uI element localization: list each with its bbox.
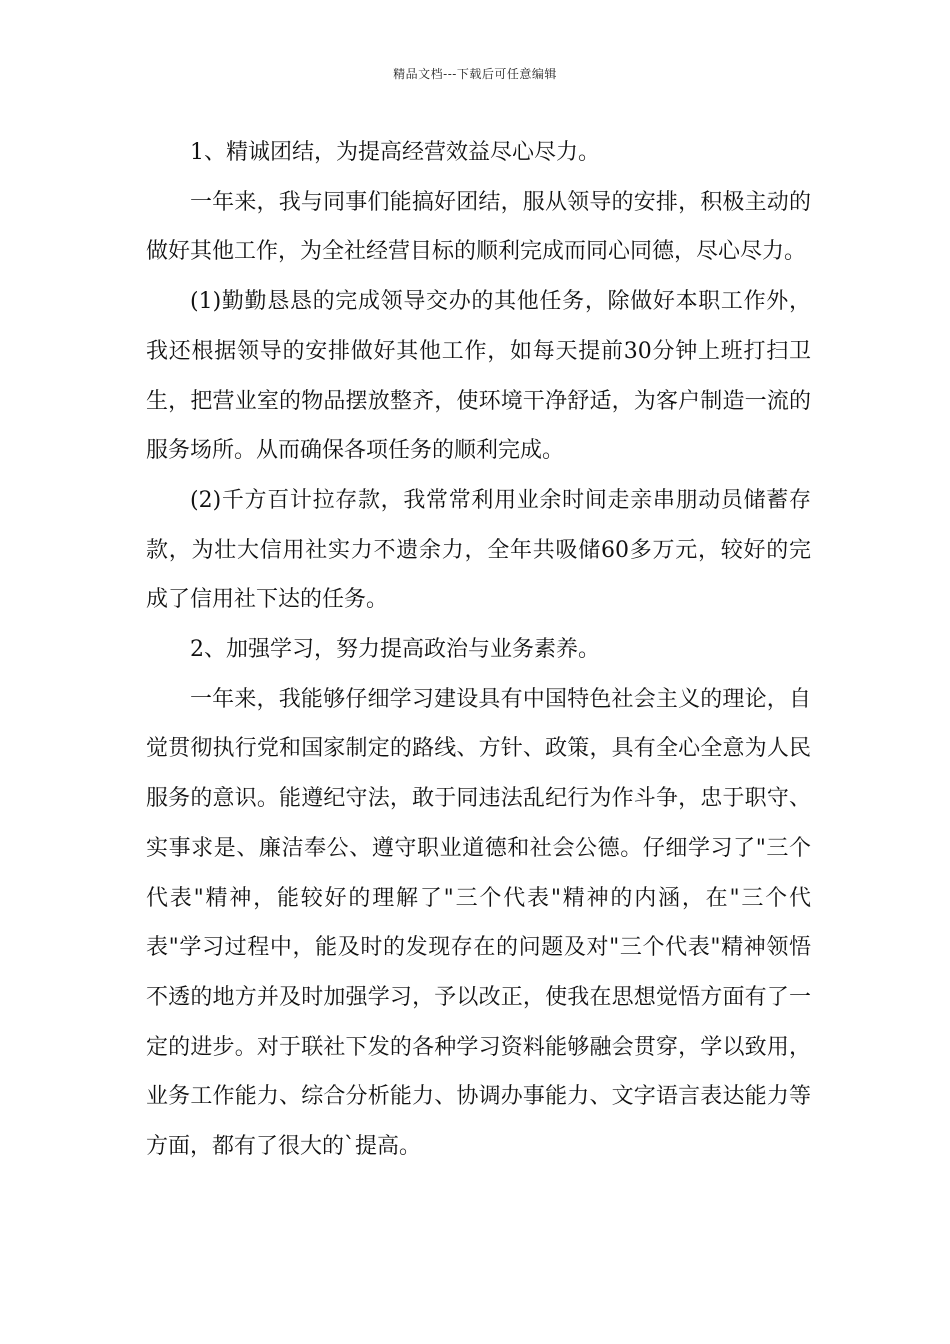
- paragraph: (2)千方百计拉存款，我常常利用业余时间走亲串朋动员储蓄存款，为壮大信用社实力不遗余力，全年共吸储60多万元，较好的完成了信用社下达的任务。: [146, 487, 811, 613]
- document-body: [146, 128, 811, 1172]
- section-heading-2: 2、加强学习，努力提高政治与业务素养。: [190, 637, 600, 663]
- paragraph: (1)勤勤恳恳的完成领导交办的其他任务，除做好本职工作外，我还根据领导的安排做好其他工作，如每天提前30分钟上班打扫卫生，把营业室的物品摆放整齐，使环境干净舒适，为客户制造一流的服务场所。从而确保各项任务的顺利完成。: [146, 289, 811, 464]
- page-header: 精品文档---下载后可任意编辑: [393, 67, 557, 81]
- paragraph: 一年来，我与同事们能搞好团结，服从领导的安排，积极主动的做好其他工作，为全社经营目标的顺利完成而同心同德，尽心尽力。: [146, 189, 811, 265]
- paragraph: 一年来，我能够仔细学习建设具有中国特色社会主义的理论，自觉贯彻执行党和国家制定的路线、方针、政策，具有全心全意为人民服务的意识。能遵纪守法，敢于同违法乱纪行为作斗争，忠于职守、实事求是、廉洁奉公、遵守职业道德和社会公德。仔细学习了"三个代表"精神，能较好的理解了"三个代表"精神的内涵，在"三个代表"学习过程中，能及时的发现存在的问题及对"三个代表"精神领悟不透的地方并及时加强学习，予以改正，使我在思想觉悟方面有了一定的进步。对于联社下发的各种学习资料能够融会贯穿，学以致用，业务工作能力、综合分析能力、协调办事能力、文字语言表达能力等方面，都有了很大的`提高。: [146, 686, 811, 1160]
- section-heading-1: 1、精诚团结，为提高经营效益尽心尽力。: [190, 140, 600, 165]
